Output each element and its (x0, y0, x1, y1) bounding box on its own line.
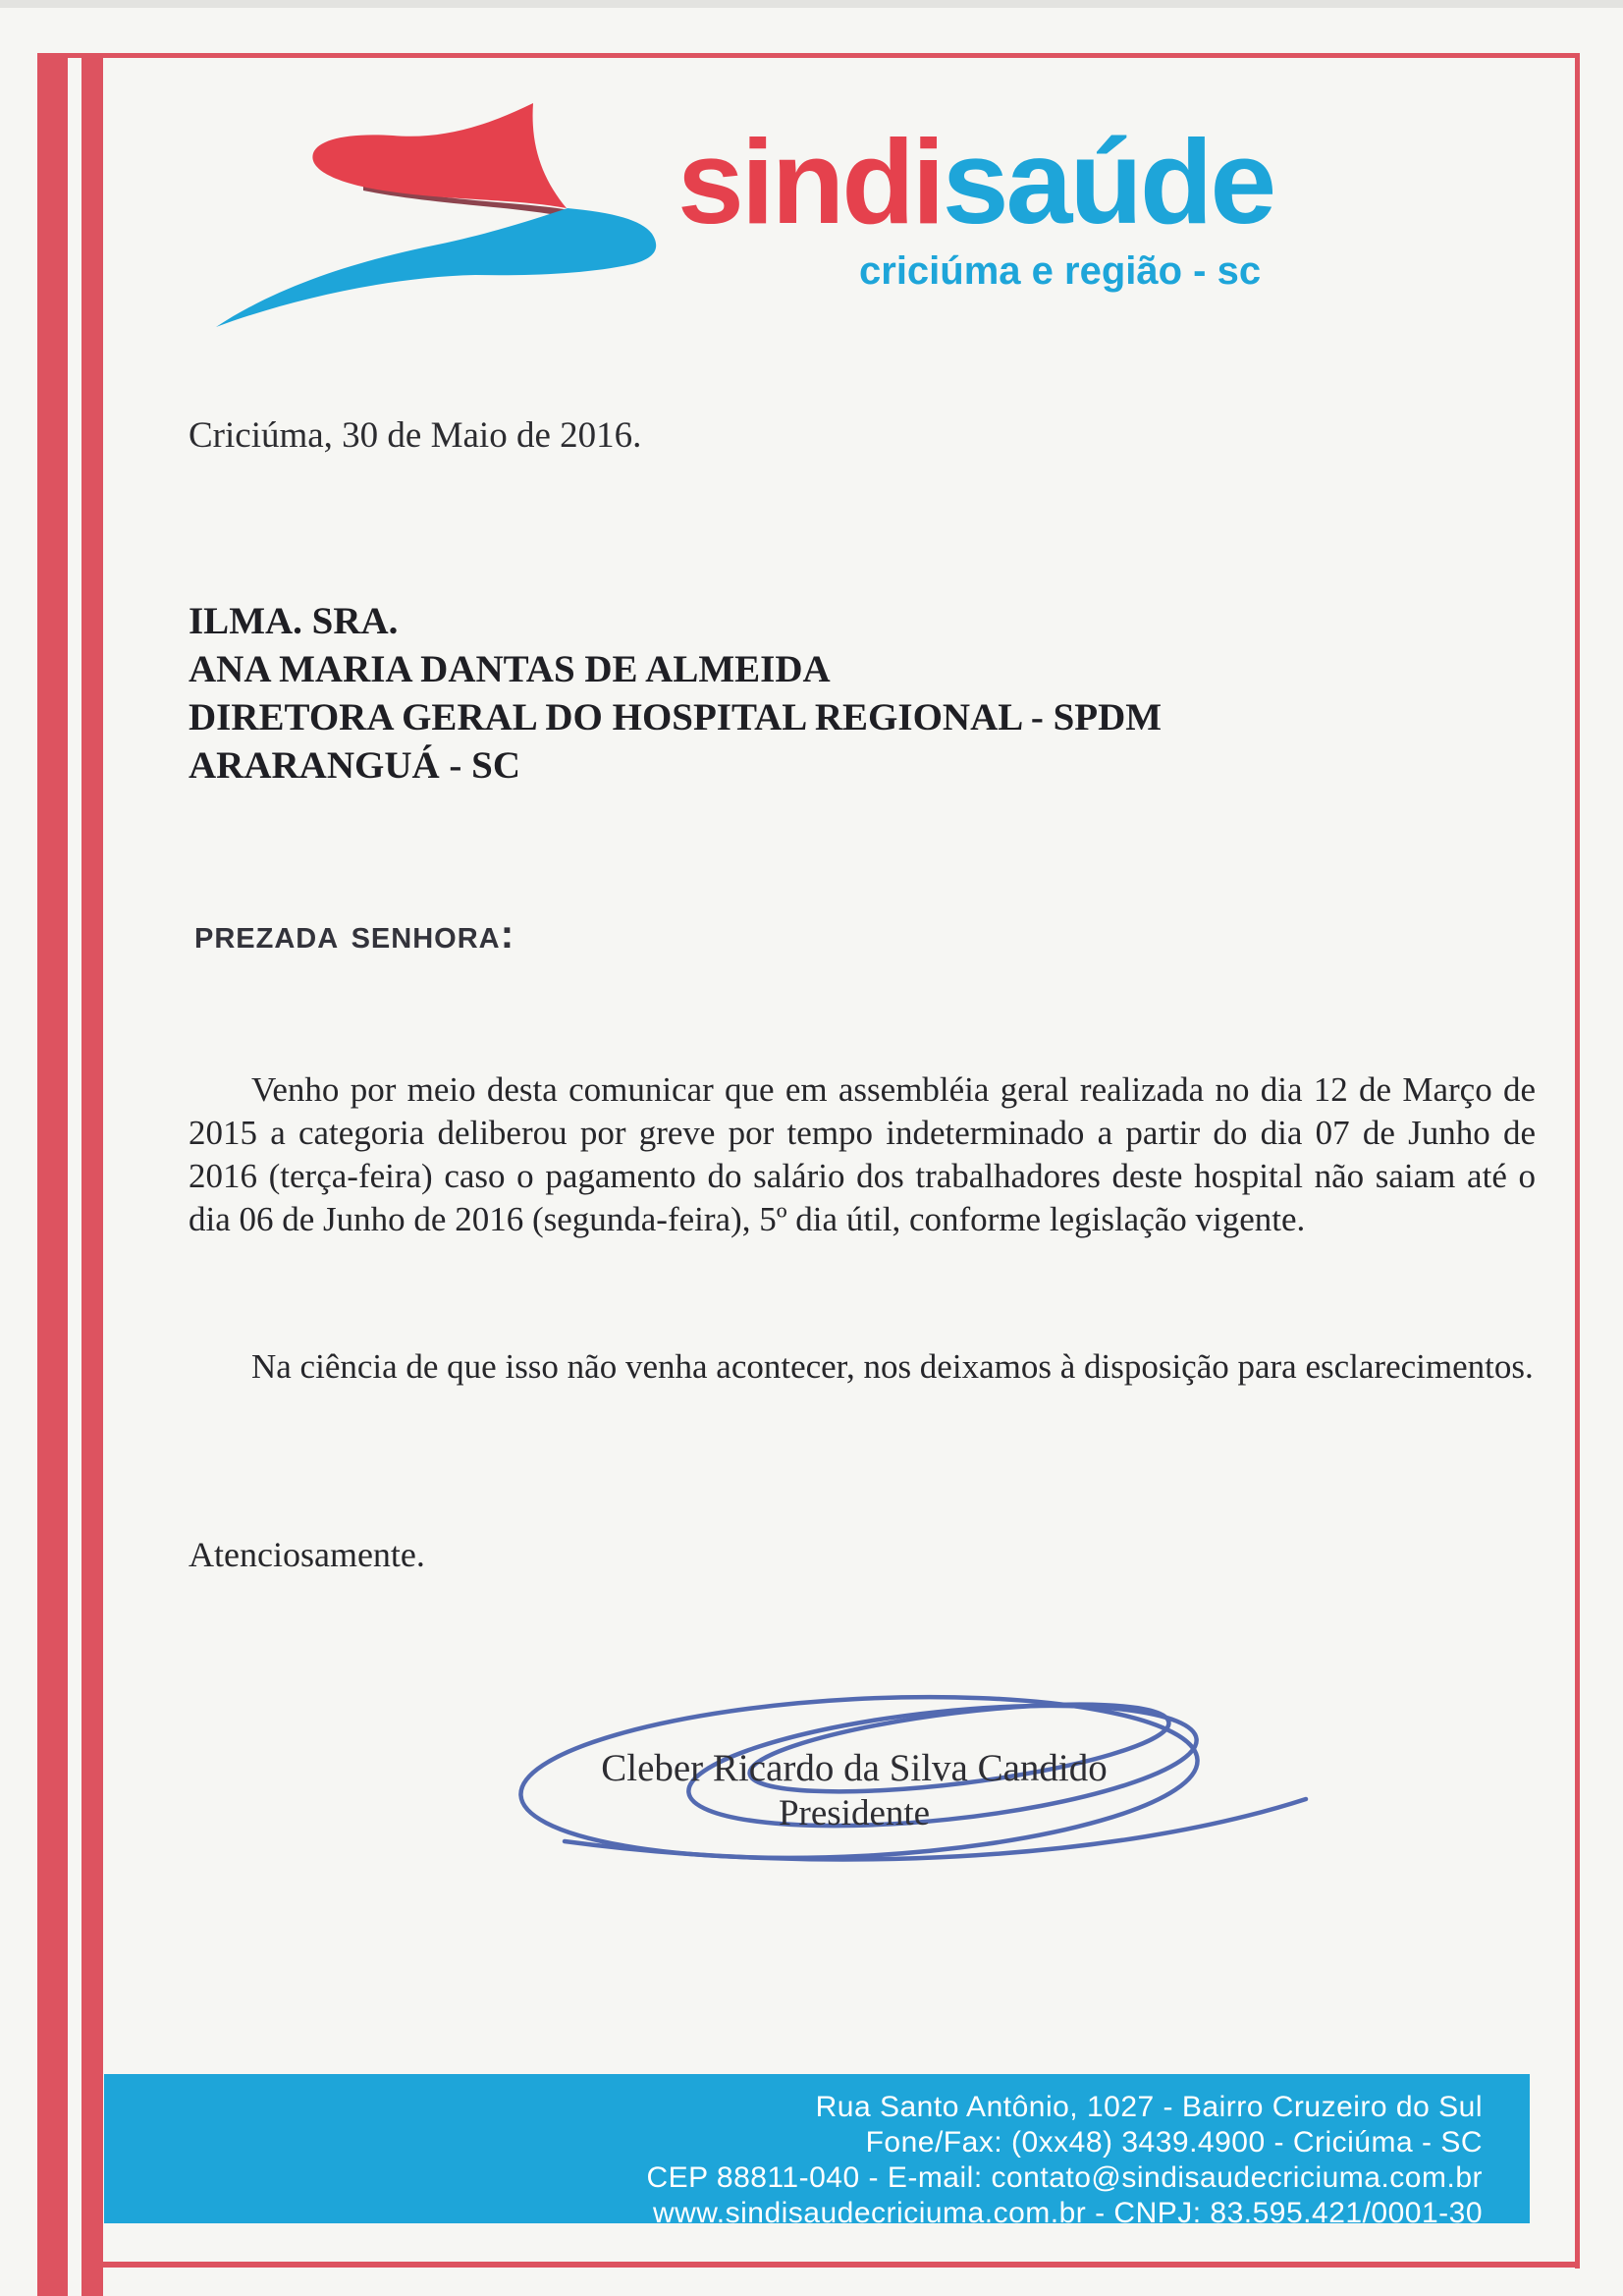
brand-tagline: criciúma e região - sc (859, 249, 1262, 293)
body-paragraph-1: Venho por meio desta comunicar que em assembléia geral realizada no dia 12 de Março de 2015 a categoria deliberou por greve por tempo indeterminado a partir do dia 07 de Junho de 2016 (terça-feira) caso o pagamento do salário dos trabalhadores deste hospital não saiam até o dia 06 de Junho de 2016 (segunda-feira), 5º dia útil, conforme legislação vigente. (189, 1070, 1536, 1238)
left-stripe-inner (81, 53, 103, 2296)
footer-phone-line: Fone/Fax: (0xx48) 3439.4900 - Criciúma - SC (865, 2126, 1483, 2159)
footer-email-line: CEP 88811-040 - E-mail: contato@sindisaudecriciuma.com.br (646, 2161, 1483, 2194)
border-top-line (37, 53, 1580, 58)
left-stripe-outer (37, 53, 68, 2296)
scanner-edge-artifact (0, 0, 1623, 8)
footer-website-line: www.sindisaudecriciuma.com.br - CNPJ: 83.595.421/0001-30 (652, 2197, 1483, 2229)
body-paragraph-2: Na ciência de que isso não venha acontecer, nos deixamos à disposição para esclarecimentos. (251, 1347, 1534, 1386)
signature-name: Cleber Ricardo da Silva Candido (601, 1747, 1108, 1789)
letter-date: Criciúma, 30 de Maio de 2016. (189, 415, 642, 456)
signature-block (520, 1746, 1188, 1836)
brand-wordmark (677, 115, 1274, 248)
recipient-line-name: ANA MARIA DANTAS DE ALMEIDA (189, 648, 831, 690)
border-right-line (1575, 53, 1580, 2269)
recipient-line-city: ARARANGUÁ - SC (189, 744, 520, 787)
letterhead-logo (216, 81, 1355, 336)
logo-swoosh-icon (216, 88, 668, 334)
brand-word-sindi: sindi (677, 115, 943, 248)
letter-salutation: prezada senhora: (194, 911, 515, 957)
letter-closing: Atenciosamente. (189, 1535, 425, 1574)
border-bottom-line (98, 2262, 1580, 2268)
signature-title: Presidente (778, 1793, 931, 1833)
recipient-line-role: DIRETORA GERAL DO HOSPITAL REGIONAL - SPDM (189, 696, 1163, 738)
recipient-block (189, 597, 1162, 790)
footer-contact-band (104, 2074, 1530, 2229)
brand-word-saude: saúde (942, 115, 1274, 248)
recipient-line-salutation: ILMA. SRA. (189, 600, 399, 642)
footer-address-line: Rua Santo Antônio, 1027 - Bairro Cruzeiro do Sul (815, 2091, 1483, 2123)
